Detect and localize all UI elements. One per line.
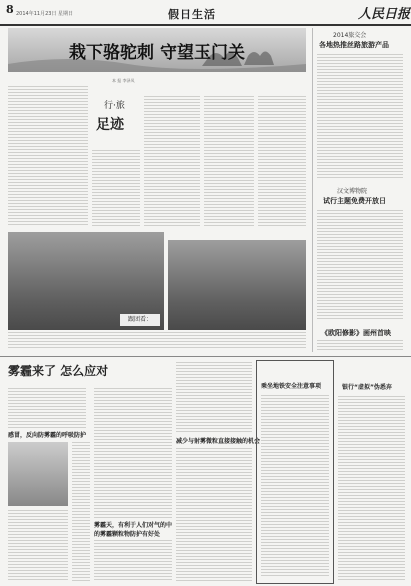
subway-safety-box xyxy=(256,360,334,584)
feature-byline: 本 报 李泽凤 xyxy=(112,78,135,83)
feature-photo-right xyxy=(168,240,306,330)
sidebar-title-1: 各地热推丝路旅游产品 xyxy=(319,41,389,49)
mid-text-2 xyxy=(176,448,252,582)
masthead-logo: 人民日报 xyxy=(358,7,411,22)
sidebar-kicker-2: 汉文博物院 xyxy=(337,188,368,195)
feature-text-col3 xyxy=(144,96,200,226)
haze-text-4 xyxy=(94,388,172,518)
footprint-badge xyxy=(92,98,140,146)
issue-date: 2014年11月23日 星期日 xyxy=(16,11,74,17)
mask-woman-photo xyxy=(8,442,68,506)
feature-text-col2 xyxy=(92,150,140,226)
page-header xyxy=(0,0,411,26)
haze-subhead-2: 雾霾天，有利于人们对气的中的雾霾颗粒物防护有好处 xyxy=(94,522,173,538)
feature-text-col5 xyxy=(258,96,306,226)
sidebar-title-3: 《欧阳修影》画州首映 xyxy=(321,329,391,337)
haze-text-1 xyxy=(8,388,86,428)
feature-headline: 栽下骆驼刺 守望玉门关 xyxy=(69,43,245,63)
feature-text-col1 xyxy=(8,86,88,226)
bank-text xyxy=(338,396,405,582)
page-number: 8 xyxy=(6,3,14,16)
badge-main-text: 足迹 xyxy=(96,117,124,133)
subway-box-text xyxy=(261,395,329,577)
sidebar-text-2 xyxy=(317,210,403,320)
sidebar-kicker-1: 2014旅交会 xyxy=(333,32,367,39)
sidebar-title-2: 试行主题免费开放日 xyxy=(323,197,386,205)
sidebar-text-3 xyxy=(317,340,403,352)
feature-text-col4 xyxy=(204,96,254,226)
haze-subhead-1: 感冒，反向防雾霾的呼吸防护 xyxy=(8,432,87,439)
mid-text-1 xyxy=(176,362,252,432)
haze-text-5 xyxy=(94,540,172,582)
haze-text-3 xyxy=(8,510,68,582)
divider xyxy=(0,356,411,357)
badge-top-text: 行·旅 xyxy=(104,101,125,111)
haze-text-2 xyxy=(72,442,90,582)
sidebar-news xyxy=(312,28,406,352)
sidebar-text-1 xyxy=(317,54,403,180)
mid-subhead: 减少与射雾微粒直接接触的机会 xyxy=(176,438,261,445)
photo-label: 跟团看： xyxy=(120,314,160,326)
section-title: 假日生活 xyxy=(168,8,216,21)
feature-photo-left xyxy=(8,232,164,330)
feature-banner xyxy=(8,28,306,72)
haze-headline: 雾霾来了 怎么应对 xyxy=(8,364,109,378)
photo-caption xyxy=(8,332,306,350)
bank-headline: 银行“虚拟”伪悉弃 xyxy=(342,384,392,391)
subway-box-title: 乘坐地铁安全注意事项 xyxy=(261,383,322,390)
